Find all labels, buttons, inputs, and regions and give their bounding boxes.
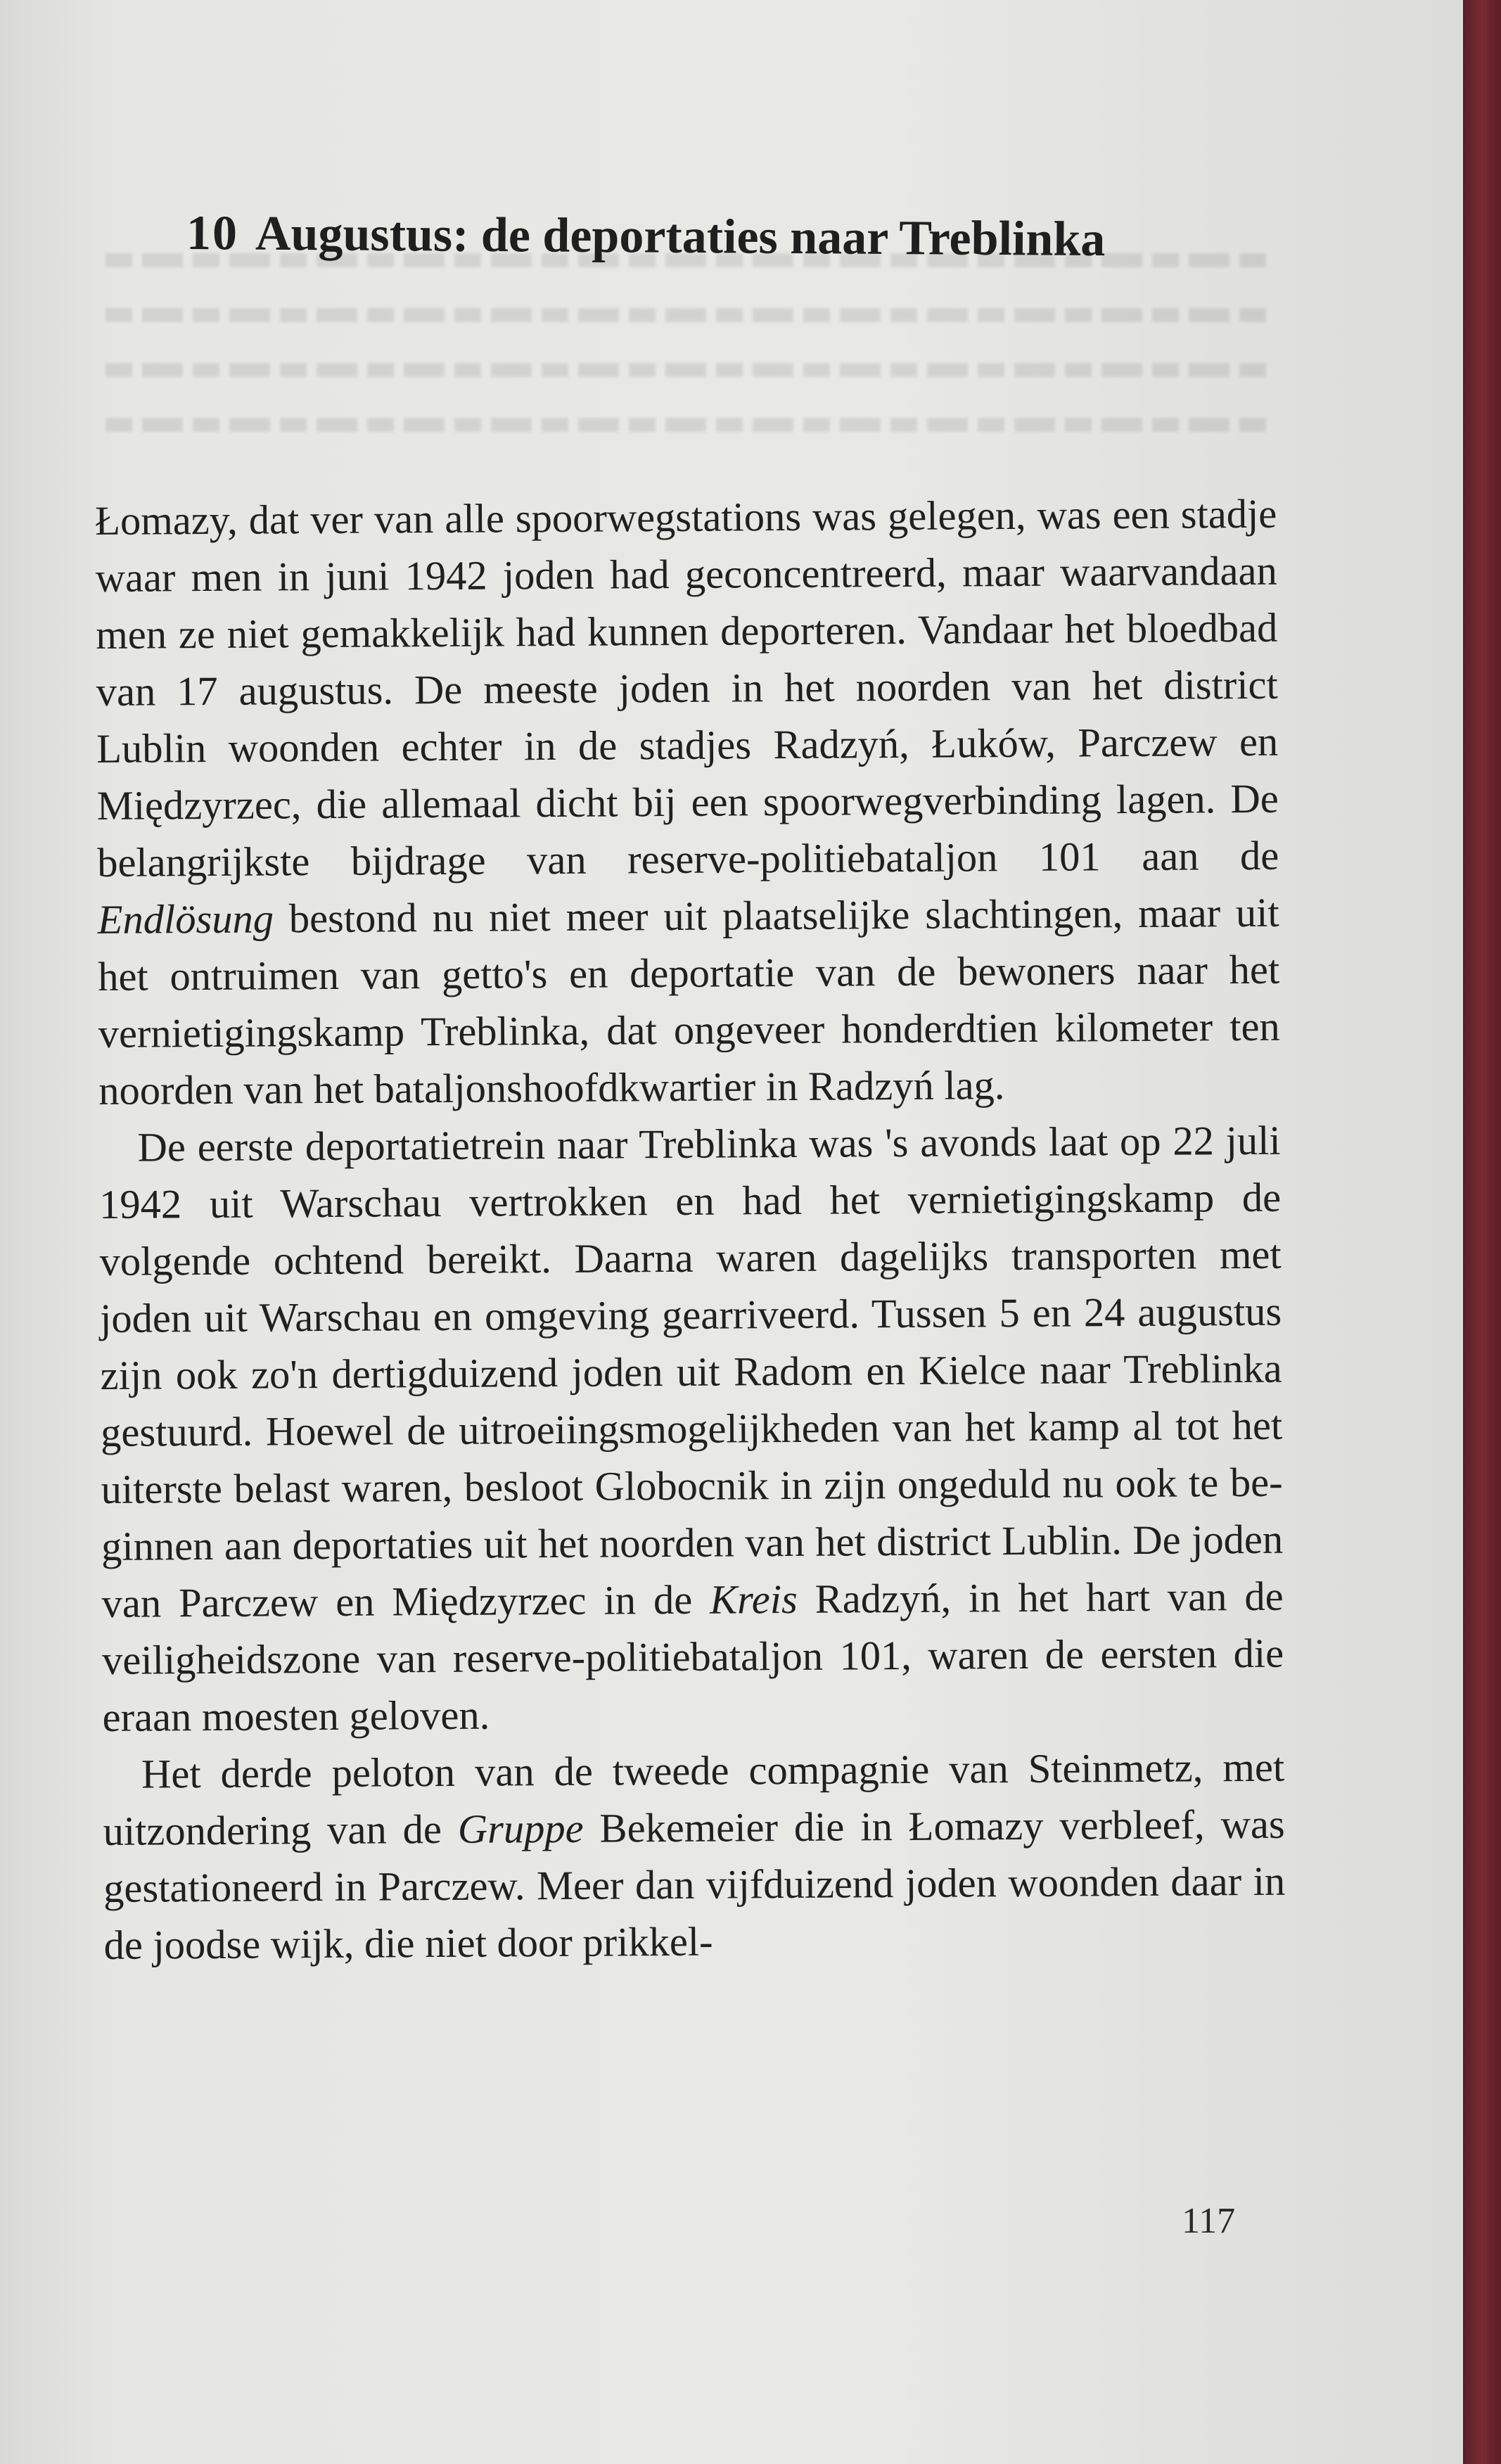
book-cover-edge (1463, 0, 1501, 2464)
paragraph: Łomazy, dat ver van alle spoorwegstations was gelegen, was een stadje waar men in juni 1942 joden had geconcentreerd, maar waarvandaan men ze niet gemakkelijk had kunnen deporteren. Vandaar het bloedbad van 17 augustus. De meeste joden in het noorden van het district Lublin woonden echter in de stadjes Radzyń, Łuków, Parczew en Międzyrzec, die allemaal dicht bij een spoorwegverbinding lagen. De belangrijkste bijdrage van reserve-politiebataljon 101 aan de Endlösung bestond nu niet meer uit plaatselijke slachtingen, maar uit het ontruimen van getto's en deportatie van de bewoners naar het vernietigingskamp Treblinka, dat ongeveer honderdtien kilometer ten noorden van het bataljonshoofdkwartier in Radzyń lag. (95, 490, 1280, 1113)
chapter-number: 10 (186, 205, 239, 261)
page-number: 117 (1182, 2201, 1236, 2241)
show-through-text (106, 253, 1266, 506)
paragraph: Het derde peloton van de tweede compagnie van Steinmetz, met uitzondering van de Gruppe Bekemeier die in Łomazy verbleef, was gestationeerd in Parczew. Meer dan vijfduizend joden woonden daar in de joodse wijk, die niet door prikkel- (103, 1744, 1286, 1968)
chapter-title: Augustus: de deportaties naar Treblinka (255, 206, 1106, 267)
paragraph: De eerste deportatietrein naar Treblinka was 's avonds laat op 22 juli 1942 uit Warschau vertrokken en had het vernietigingskamp de volgende ochtend bereikt. Daarna waren dagelijks transporten met joden uit Warschau en omgeving gearriveerd. Tussen 5 en 24 augustus zijn ook zo'n dertigduizend joden uit Radom en Kielce naar Treblinka gestuurd. Hoewel de uitroeiingsmogelijkheden van het kamp al tot het uiterste belast waren, besloot Globocnik in zijn ongeduld nu ook te beginnen aan deportaties uit het noorden van het district Lublin. De joden van Parczew en Międzyrzec in de Kreis Radzyń, in het hart van de veiligheidszone van reserve-politiebataljon 101, waren de eersten die eraan moesten geloven. (98, 1117, 1284, 1740)
body-text (95, 485, 1286, 1974)
